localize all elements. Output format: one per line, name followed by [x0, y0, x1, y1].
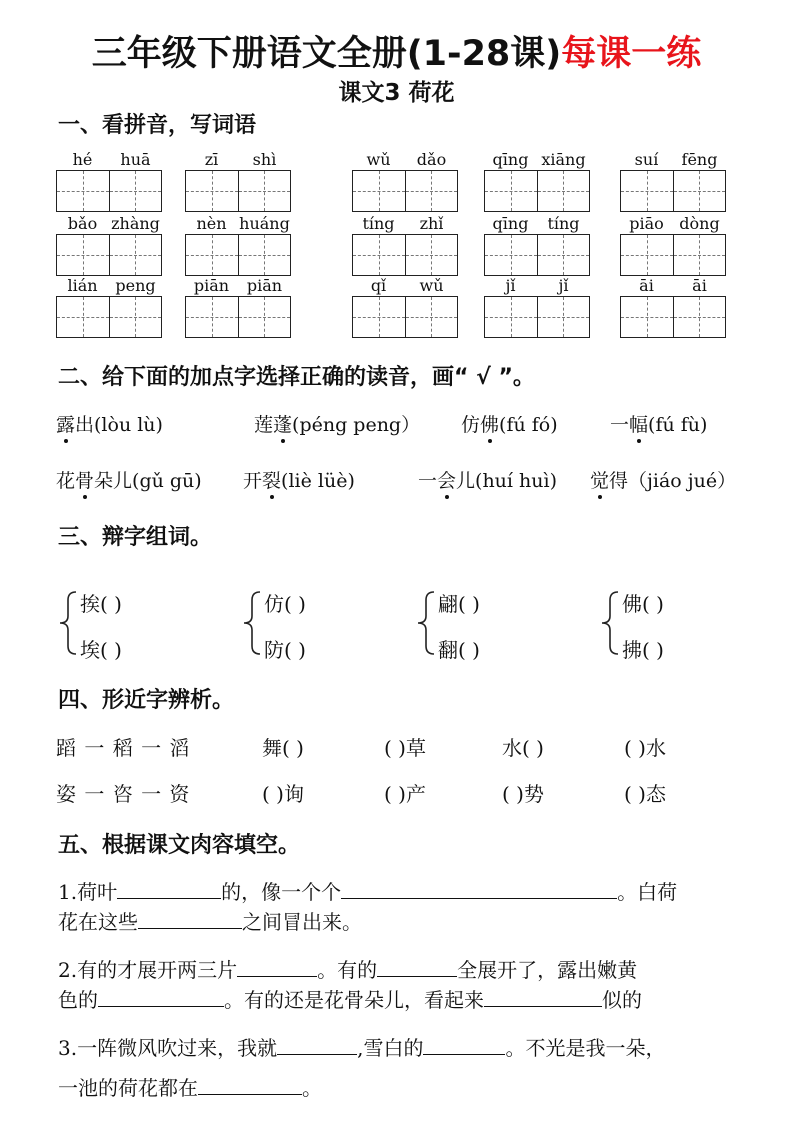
pinyin-label	[484, 276, 590, 295]
pinyin-syllable: dǎo	[416, 150, 447, 169]
blank[interactable]	[277, 1036, 357, 1055]
reading-item	[418, 466, 557, 493]
fill-line-6: 一池的荷花都在 。	[58, 1076, 322, 1100]
grid-cell[interactable]	[186, 171, 238, 211]
blank[interactable]	[237, 958, 317, 977]
blank[interactable]	[198, 1076, 302, 1095]
grid-cell[interactable]	[673, 235, 725, 275]
fill-line-1: 1.荷叶 的，像一个个 。白荷	[58, 880, 678, 904]
pinyin-syllable: xiāng	[541, 150, 586, 169]
fill-line-2: 花在这些 之间冒出来。	[58, 910, 362, 934]
blank[interactable]	[423, 1036, 505, 1055]
dotted-character: 蓬	[273, 414, 293, 436]
pinyin-syllable: huáng	[239, 214, 290, 233]
similar-blank[interactable]: ( )产	[384, 782, 426, 806]
brace-icon	[598, 588, 622, 658]
writing-grid[interactable]	[620, 170, 726, 212]
pinyin-label	[185, 276, 291, 295]
pinyin-syllable: huā	[120, 150, 151, 169]
dotted-character: 露	[56, 414, 76, 436]
lesson-subtitle: 课文3 荷花	[338, 80, 455, 106]
writing-grid[interactable]	[484, 170, 590, 212]
pinyin-label	[352, 276, 458, 295]
grid-cell[interactable]	[109, 297, 161, 337]
pinyin-syllable: suí	[634, 150, 659, 169]
grid-cell[interactable]	[485, 235, 537, 275]
title-highlight: 每课一练	[561, 34, 702, 74]
brace-icon	[240, 588, 264, 658]
reading-item	[254, 410, 420, 437]
blank[interactable]	[117, 880, 221, 899]
grid-cell[interactable]	[621, 235, 673, 275]
pinyin-label	[484, 214, 590, 233]
similar-blank[interactable]: ( )态	[624, 782, 666, 806]
grid-cell[interactable]	[109, 235, 161, 275]
similar-blank[interactable]: ( )草	[384, 736, 426, 760]
pinyin-syllable: jǐ	[558, 276, 569, 295]
writing-grid[interactable]	[352, 170, 458, 212]
writing-grid[interactable]	[484, 234, 590, 276]
grid-cell[interactable]	[353, 297, 405, 337]
pinyin-label	[56, 214, 162, 233]
reading-item	[243, 466, 355, 493]
reading-item	[590, 466, 736, 493]
writing-grid[interactable]	[56, 170, 162, 212]
pinyin-syllable: wǔ	[419, 276, 444, 295]
reading-item	[610, 410, 707, 437]
pinyin-label	[56, 276, 162, 295]
grid-cell[interactable]	[405, 171, 457, 211]
section-4-heading: 四、形近字辨析。	[58, 688, 235, 713]
pinyin-syllable: nèn	[196, 214, 227, 233]
pinyin-label	[185, 214, 291, 233]
pinyin-syllable: piāo	[629, 214, 664, 233]
fill-line-3: 2.有的才展开两三片 。有的 全展开了，露出嫩黄	[58, 958, 638, 982]
pinyin-syllable: bǎo	[67, 214, 98, 233]
reading-options: 得（jiáo jué）	[609, 470, 737, 492]
similar-chars: 蹈 一 稻 一 滔	[56, 736, 191, 760]
pinyin-syllable: wǔ	[366, 150, 391, 169]
grid-cell[interactable]	[109, 171, 161, 211]
reading-prefix: 仿	[461, 414, 481, 436]
pinyin-syllable: qǐ	[370, 276, 387, 295]
dotted-character: 骨	[75, 470, 95, 492]
blank[interactable]	[98, 988, 224, 1007]
pinyin-label	[484, 150, 590, 169]
similar-blank[interactable]: ( )势	[502, 782, 544, 806]
grid-cell[interactable]	[57, 235, 109, 275]
pinyin-syllable: dòng	[679, 214, 720, 233]
pinyin-label	[56, 150, 162, 169]
pinyin-syllable: zhǐ	[419, 214, 444, 233]
compare-word-bottom: 翻( )	[438, 638, 480, 662]
pinyin-syllable: zhàng	[111, 214, 160, 233]
reading-options: (péng peng）	[292, 414, 421, 436]
pinyin-syllable: qīng	[492, 150, 529, 169]
pinyin-syllable: hé	[72, 150, 93, 169]
section-2-heading: 二、给下面的加点字选择正确的读音，画“ √ ”。	[58, 365, 535, 390]
dotted-character: 裂	[262, 470, 282, 492]
grid-cell[interactable]	[485, 171, 537, 211]
grid-cell[interactable]	[537, 297, 589, 337]
reading-prefix: 一	[418, 470, 438, 492]
dotted-character: 佛	[480, 414, 500, 436]
pinyin-label	[352, 214, 458, 233]
reading-options: 儿(huí huì)	[456, 470, 557, 492]
writing-grid[interactable]	[185, 296, 291, 338]
grid-cell[interactable]	[57, 297, 109, 337]
reading-prefix: 开	[243, 470, 263, 492]
grid-cell[interactable]	[353, 171, 405, 211]
pinyin-label	[352, 150, 458, 169]
grid-cell[interactable]	[57, 171, 109, 211]
reading-options: 朵儿(gǔ gū)	[94, 470, 202, 492]
compare-word-bottom: 拂( )	[622, 638, 664, 662]
pinyin-syllable: āi	[692, 276, 707, 295]
reading-prefix: 花	[56, 470, 76, 492]
pinyin-syllable: peng	[115, 276, 156, 295]
reading-options: (fú fù)	[648, 414, 708, 436]
writing-grid[interactable]	[620, 234, 726, 276]
grid-cell[interactable]	[537, 235, 589, 275]
grid-cell[interactable]	[238, 297, 290, 337]
pinyin-syllable: piān	[193, 276, 230, 295]
pinyin-label	[620, 214, 726, 233]
pinyin-syllable: āi	[639, 276, 654, 295]
grid-cell[interactable]	[621, 297, 673, 337]
writing-grid[interactable]	[185, 170, 291, 212]
similar-blank[interactable]: ( )水	[624, 736, 666, 760]
page-title: 三年级下册语文全册(1-28课)每课一练	[91, 34, 702, 74]
section-5-heading: 五、根据课文肉容填空。	[58, 833, 301, 858]
pinyin-label	[185, 150, 291, 169]
grid-cell[interactable]	[537, 171, 589, 211]
grid-cell[interactable]	[186, 297, 238, 337]
dotted-character: 觉	[590, 470, 610, 492]
compare-word-top: 挨( )	[80, 592, 122, 616]
reading-prefix: 莲	[254, 414, 274, 436]
grid-cell[interactable]	[238, 235, 290, 275]
dotted-character: 会	[437, 470, 457, 492]
grid-cell[interactable]	[673, 171, 725, 211]
writing-grid[interactable]	[352, 296, 458, 338]
grid-cell[interactable]	[405, 297, 457, 337]
reading-options: (fú fó)	[499, 414, 558, 436]
grid-cell[interactable]	[405, 235, 457, 275]
grid-cell[interactable]	[485, 297, 537, 337]
pinyin-label	[620, 150, 726, 169]
pinyin-syllable: tíng	[547, 214, 580, 233]
compare-word-bottom: 防( )	[264, 638, 306, 662]
pinyin-syllable: zī	[204, 150, 219, 169]
reading-options: 出(lòu lù)	[75, 414, 163, 436]
pinyin-syllable: shì	[252, 150, 277, 169]
pinyin-label	[620, 276, 726, 295]
similar-blank[interactable]: 舞( )	[262, 736, 304, 760]
grid-cell[interactable]	[621, 171, 673, 211]
brace-icon	[414, 588, 438, 658]
grid-cell[interactable]	[186, 235, 238, 275]
pinyin-syllable: tíng	[362, 214, 395, 233]
writing-grid[interactable]	[56, 234, 162, 276]
compare-word-top: 翩( )	[438, 592, 480, 616]
reading-prefix: 一	[610, 414, 630, 436]
blank[interactable]	[138, 910, 242, 929]
compare-word-top: 佛( )	[622, 592, 664, 616]
reading-item	[56, 410, 163, 437]
writing-grid[interactable]	[620, 296, 726, 338]
grid-cell[interactable]	[353, 235, 405, 275]
writing-grid[interactable]	[352, 234, 458, 276]
compare-word-bottom: 埃( )	[80, 638, 122, 662]
blank[interactable]	[341, 880, 617, 899]
reading-item	[461, 410, 558, 437]
blank[interactable]	[484, 988, 602, 1007]
grid-cell[interactable]	[238, 171, 290, 211]
pinyin-syllable: qīng	[492, 214, 529, 233]
section-3-heading: 三、辩字组词。	[58, 525, 213, 550]
reading-options: (liè lüè)	[281, 470, 355, 492]
blank[interactable]	[377, 958, 457, 977]
fill-line-4: 色的 。有的还是花骨朵儿，看起来 似的	[58, 988, 642, 1012]
writing-grid[interactable]	[484, 296, 590, 338]
fill-line-5: 3.一阵微风吹过来，我就 ,雪白的 。不光是我一朵，	[58, 1036, 666, 1060]
pinyin-syllable: piān	[246, 276, 283, 295]
similar-chars: 姿 一 咨 一 资	[56, 782, 191, 806]
similar-blank[interactable]: 水( )	[502, 736, 544, 760]
dotted-character: 幅	[629, 414, 649, 436]
reading-item	[56, 466, 202, 493]
writing-grid[interactable]	[185, 234, 291, 276]
section-1-heading: 一、看拼音，写词语	[58, 113, 257, 138]
writing-grid[interactable]	[56, 296, 162, 338]
brace-icon	[56, 588, 80, 658]
grid-cell[interactable]	[673, 297, 725, 337]
similar-blank[interactable]: ( )询	[262, 782, 304, 806]
pinyin-syllable: jǐ	[505, 276, 516, 295]
pinyin-syllable: fēng	[681, 150, 718, 169]
pinyin-syllable: lián	[67, 276, 98, 295]
compare-word-top: 仿( )	[264, 592, 306, 616]
